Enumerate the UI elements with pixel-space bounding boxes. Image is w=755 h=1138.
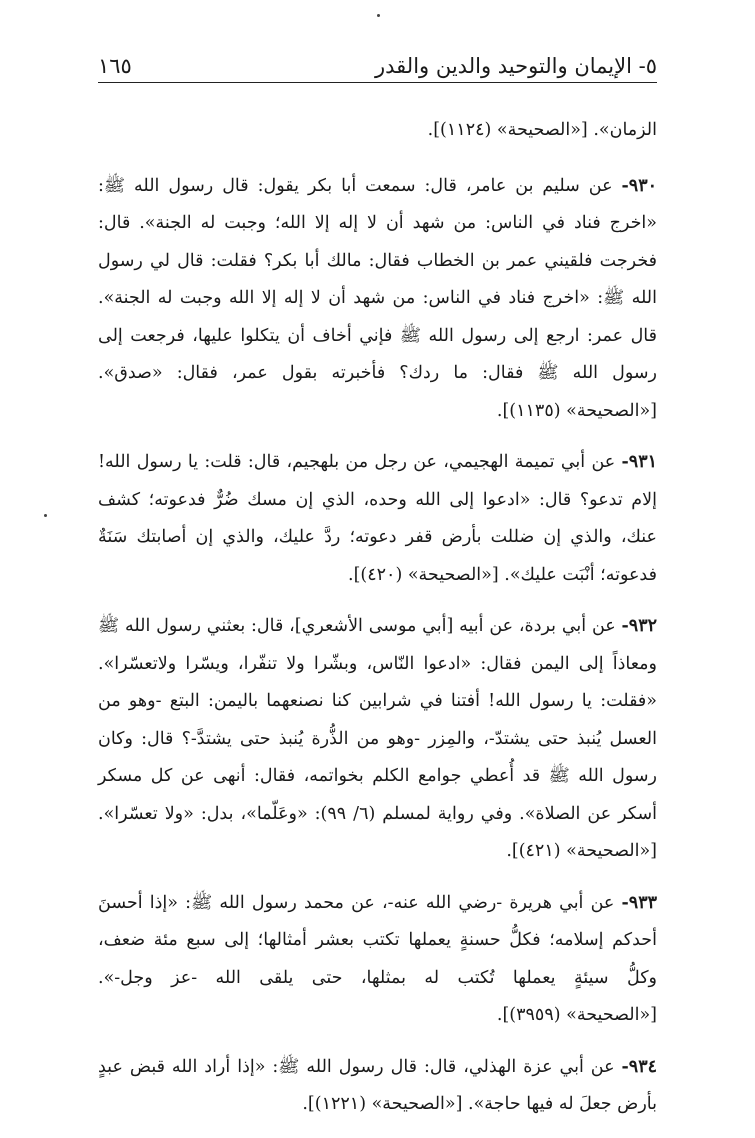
hadith-paragraph: [98, 1049, 657, 1124]
hadith-text: عن سليم بن عامر، قال: سمعت أبا بكر يقول: قال رسول الله ﷺ: «اخرج فناد في الناس: من شهد أن لا إله إلا الله؛ وجبت له الجنة». قال: فخرجت فلقيني عمر بن الخطاب فقال: مالك أبا بكر؟ فقلت: قال لي رسول الله ﷺ: «اخرج فناد في الناس: من شهد أن لا إله إلا الله وجبت له الجنة». قال عمر: ارجع إلى رسول الله ﷺ فإني أخاف أن يتكلوا عليها، فرجعت إلى رسول الله ﷺ فقال: ما ردك؟ فأخبرته بقول عمر، فقال: «صدق».: [98, 175, 657, 383]
continuation-paragraph: [98, 112, 657, 150]
hadith-number: ٩٣٤-: [621, 1056, 657, 1077]
hadith-number: ٩٣٠-: [621, 175, 657, 196]
hadith-number: ٩٣٣-: [621, 892, 657, 913]
hadith-source: [«الصحيحة» (٤٢١)].: [506, 841, 657, 861]
page-header: [98, 42, 657, 83]
hadith-source: [«الصحيحة» (١٢٢١)].: [302, 1094, 463, 1114]
stray-mark: [377, 14, 380, 17]
hadith-paragraph: [98, 885, 657, 1035]
page-body: [98, 112, 657, 1138]
hadith-paragraph: [98, 444, 657, 594]
hadith-text: عن أبي بردة، عن أبيه [أبي موسى الأشعري]، قال: بعثني رسول الله ﷺ ومعاذاً إلى اليمن فقال: «ادعوا النّاس، وبشّرا ولا تنفّرا، ويسّرا ولاتعسّرا». «فقلت: يا رسول الله! أفتنا في شرابين كنا نصنعهما باليمن: البتع -وهو من العسل يُنبذ حتى يشتدّ-، والمِزر -وهو من الذُّرة يُنبذ حتى يشتدَّ-؟ قال: وكان رسول الله ﷺ قد أُعطي جوامع الكلم بخواتمه، فقال: أنهى عن كل مسكر أسكر عن الصلاة». وفي رواية لمسلم (٦/ ٩٩): «وعَلّما»، بدل: «ولا تعسّرا».: [98, 616, 657, 824]
hadith-number: ٩٣٢-: [621, 616, 657, 636]
continuation-text: الزمان». [«الصحيحة» (١١٢٤)].: [427, 120, 657, 140]
hadith-text: عن أبي عزة الهذلي، قال: قال رسول الله ﷺ: «إذا أراد الله قبض عبدٍ بأرض جعلَ له فيها حاجة».: [98, 1056, 657, 1114]
stray-mark: [44, 514, 47, 517]
hadith-source: [«الصحيحة» (١١٣٥)].: [496, 400, 657, 421]
hadith-text: عن أبي هريرة -رضي الله عنه-، عن محمد رسول الله ﷺ: «إذا أحسنَ أحدكم إسلامه؛ فكلُّ حسنةٍ يعملها تكتب بعشر أمثالها؛ إلى سبع مئة ضعف، وكلُّ سيئةٍ يعملها تُكتب له بمثلها، حتى يلقى الله -عز وجل-».: [98, 892, 657, 988]
hadith-number: ٩٣١-: [621, 452, 657, 472]
page-number: ١٦٥: [98, 54, 132, 78]
hadith-paragraph: [98, 608, 657, 871]
hadith-source: [«الصحيحة» (٣٩٥٩)].: [496, 1005, 657, 1025]
hadith-source: [«الصحيحة» (٤٢٠)].: [348, 564, 499, 585]
hadith-text: عن أبي تميمة الهجيمي، عن رجل من بلهجيم، قال: قلت: يا رسول الله! إلام تدعو؟ قال: «ادعوا إلى الله وحده، الذي إن مسك ضُرٌّ فدعوته؛ كشف عنك، والذي إن ضللت بأرض قفر دعوته؛ ردَّ عليك، والذي إن أصابتك سَنَةٌ فدعوته؛ أنْبَت عليك».: [98, 452, 657, 585]
running-title: ٥- الإيمان والتوحيد والدين والقدر: [375, 54, 657, 78]
hadith-paragraph: [98, 168, 657, 431]
